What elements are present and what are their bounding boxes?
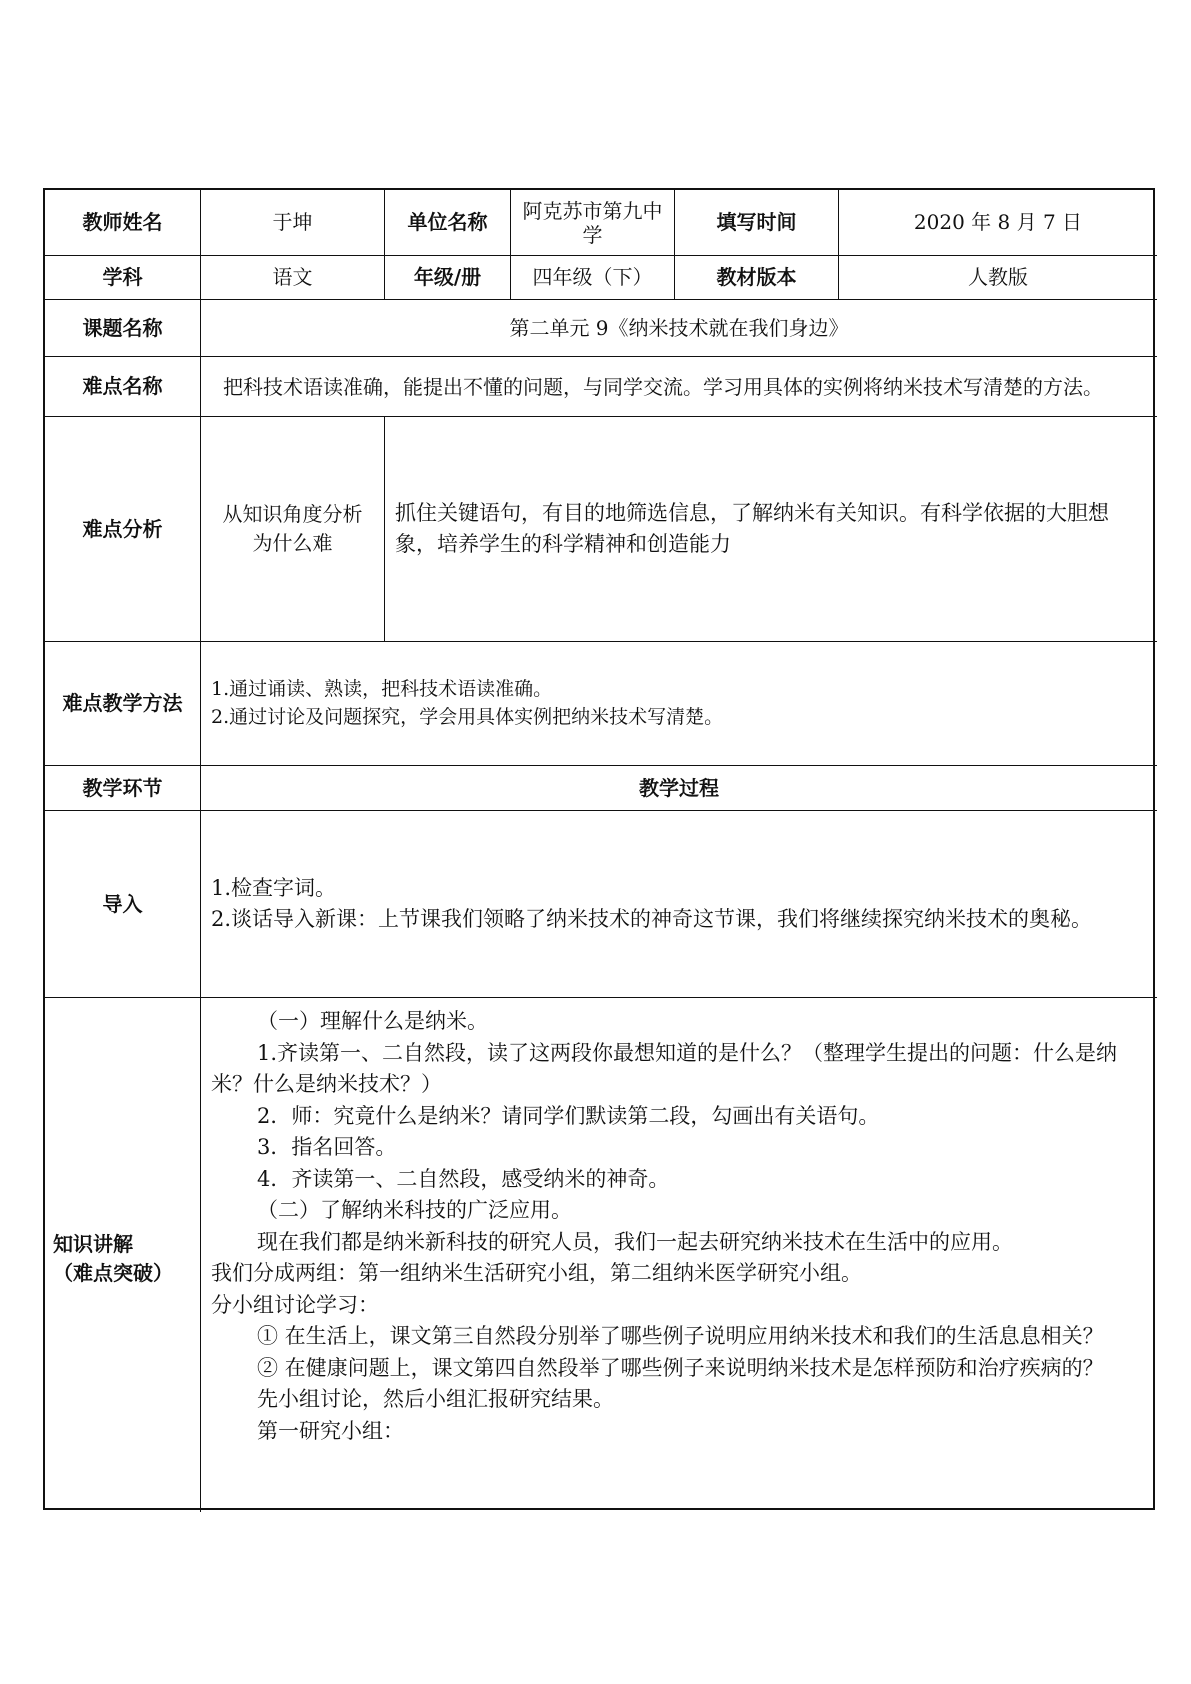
knowledge-line-6: （二）了解纳米科技的广泛应用。 bbox=[257, 1198, 572, 1222]
topic-value: 第二单元 9《纳米技术就在我们身边》 bbox=[201, 300, 1157, 357]
knowledge-label-line2: （难点突破） bbox=[53, 1261, 173, 1285]
analysis-sub-label: 从知识角度分析为什么难 bbox=[201, 417, 385, 642]
grade-value: 四年级（下） bbox=[511, 256, 675, 300]
knowledge-line-8: 我们分成两组：第一组纳米生活研究小组，第二组纳米医学研究小组。 bbox=[211, 1261, 862, 1285]
subject-label: 学科 bbox=[45, 256, 201, 300]
knowledge-label bbox=[45, 998, 201, 1512]
method-label: 难点教学方法 bbox=[45, 642, 201, 766]
knowledge-value bbox=[201, 998, 1157, 1512]
knowledge-line-1: （一）理解什么是纳米。 bbox=[257, 1009, 488, 1033]
knowledge-line-13: 第一研究小组： bbox=[257, 1418, 404, 1443]
teacher-label: 教师姓名 bbox=[45, 190, 201, 256]
topic-label: 课题名称 bbox=[45, 300, 201, 357]
unit-label: 单位名称 bbox=[385, 190, 511, 256]
knowledge-line-7: 现在我们都是纳米新科技的研究人员，我们一起去研究纳米技术在生活中的应用。 bbox=[257, 1229, 1013, 1254]
difficulty-text: 把科技术语读准确，能提出不懂的问题，与同学交流。学习用具体的实例将纳米技术写清楚的方法。 bbox=[223, 374, 1103, 399]
analysis-label: 难点分析 bbox=[45, 417, 201, 642]
process-header: 教学过程 bbox=[201, 766, 1157, 811]
difficulty-label: 难点名称 bbox=[45, 357, 201, 417]
analysis-value: 抓住关键语句，有目的地筛选信息，了解纳米有关知识。有科学依据的大胆想象，培养学生的科学精神和创造能力 bbox=[385, 417, 1157, 642]
intro-value bbox=[201, 811, 1157, 998]
fill-time-label: 填写时间 bbox=[675, 190, 839, 256]
grade-label: 年级/册 bbox=[385, 256, 511, 300]
knowledge-line-2: 1.齐读第一、二自然段，读了这两段你最想知道的是什么？（整理学生提出的问题：什么是纳米？什么是纳米技术？） bbox=[211, 1040, 1118, 1096]
method-line-2: 2.通过讨论及问题探究，学会用具体实例把纳米技术写清楚。 bbox=[211, 705, 724, 728]
knowledge-line-10: ① 在生活上，课文第三自然段分别举了哪些例子说明应用纳米技术和我们的生活息息相关？ bbox=[257, 1324, 1104, 1348]
difficulty-value bbox=[201, 357, 1157, 417]
unit-value: 阿克苏市第九中学 bbox=[511, 190, 675, 256]
knowledge-line-12: 先小组讨论，然后小组汇报研究结果。 bbox=[257, 1387, 614, 1411]
intro-line-1: 1.检查字词。 bbox=[211, 875, 337, 900]
stage-header: 教学环节 bbox=[45, 766, 201, 811]
fill-time-value: 2020 年 8 月 7 日 bbox=[839, 190, 1157, 256]
intro-line-2: 2.谈话导入新课：上节课我们领略了纳米技术的神奇这节课，我们将继续探究纳米技术的奥秘。 bbox=[211, 907, 1093, 931]
lesson-plan-table bbox=[43, 188, 1155, 1510]
subject-value: 语文 bbox=[201, 256, 385, 300]
knowledge-line-11: ② 在健康问题上，课文第四自然段举了哪些例子来说明纳米技术是怎样预防和治疗疾病的？ bbox=[257, 1355, 1104, 1380]
intro-label: 导入 bbox=[45, 811, 201, 998]
knowledge-line-5: 4．齐读第一、二自然段，感受纳米的神奇。 bbox=[257, 1166, 670, 1191]
knowledge-line-9: 分小组讨论学习： bbox=[211, 1292, 379, 1317]
knowledge-line-3: 2．师：究竟什么是纳米？请同学们默读第二段，勾画出有关语句。 bbox=[257, 1103, 880, 1128]
method-line-1: 1.通过诵读、熟读，把科技术语读准确。 bbox=[211, 677, 553, 700]
edition-value: 人教版 bbox=[839, 256, 1157, 300]
edition-label: 教材版本 bbox=[675, 256, 839, 300]
knowledge-line-4: 3．指名回答。 bbox=[257, 1135, 397, 1159]
method-value bbox=[201, 642, 1157, 766]
knowledge-label-line1: 知识讲解 bbox=[53, 1232, 133, 1256]
teacher-value: 于坤 bbox=[201, 190, 385, 256]
